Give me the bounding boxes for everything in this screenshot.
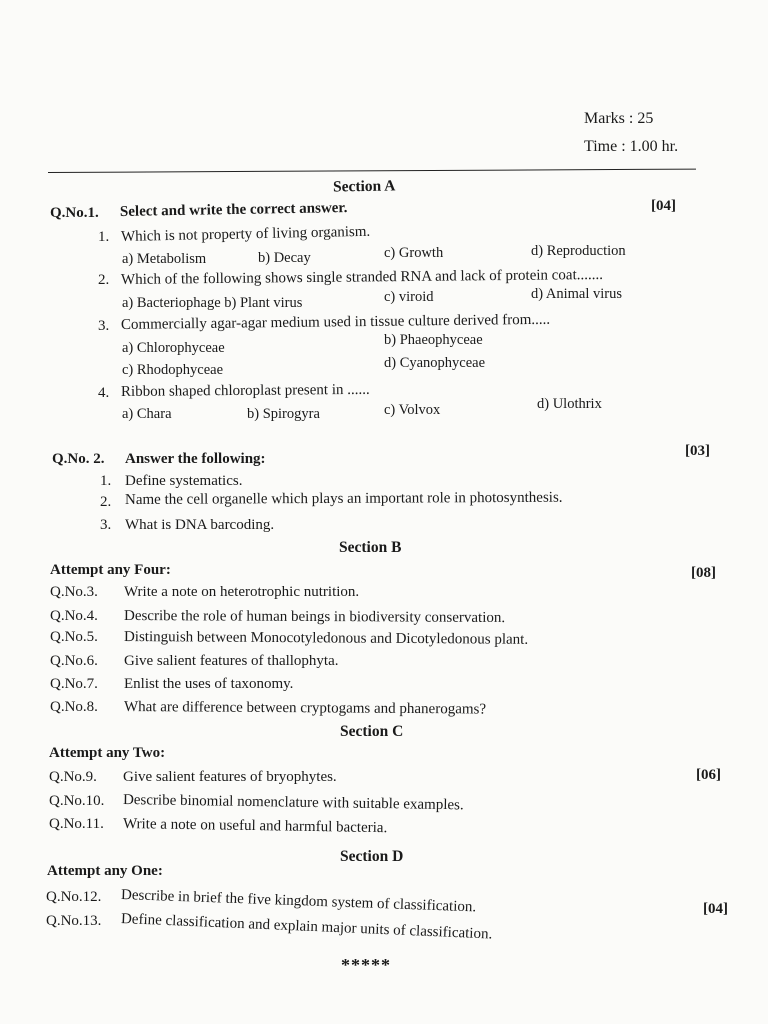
time-allowed: Time : 1.00 hr.: [584, 138, 679, 155]
question-text: Distinguish between Monocotyledonous and Dicotyledonous plant.: [123, 629, 529, 648]
option: a) Metabolism: [122, 251, 207, 267]
question-text: Give salient features of bryophytes.: [123, 769, 337, 785]
q1-item-number: 4.: [98, 385, 110, 401]
q1-item-text: Commercially agar-agar medium used in tissue culture derived from.....: [120, 311, 551, 333]
q2-label: Q.No. 2.: [52, 451, 105, 467]
question-text: Describe in brief the five kingdom system of classification.: [120, 887, 477, 916]
q1-label: Q.No.1.: [50, 205, 99, 221]
question-text: Write a note on heterotrophic nutrition.: [124, 584, 360, 600]
q2-item-number: 1.: [100, 473, 112, 489]
q1-item-number: 1.: [98, 229, 110, 245]
question-number: Q.No.3.: [50, 584, 98, 600]
q1-item-text: Which is not property of living organism.: [120, 223, 371, 245]
question-number: Q.No.12.: [46, 889, 102, 905]
question-text: Write a note on useful and harmful bacteria.: [122, 816, 388, 837]
question-text: Describe binomial nomenclature with suitable examples.: [122, 792, 464, 814]
question-number: Q.No.8.: [50, 699, 98, 715]
option: d) Ulothrix: [537, 396, 602, 412]
question-number: Q.No.7.: [50, 676, 98, 692]
section-b-marks: [08]: [691, 565, 716, 581]
option: d) Animal virus: [531, 286, 623, 302]
question-text: Define classification and explain major units of classification.: [120, 911, 493, 943]
section-d-title: Section D: [340, 848, 404, 865]
question-number: Q.No.5.: [50, 629, 98, 645]
question-number: Q.No.13.: [46, 913, 102, 929]
question-number: Q.No.9.: [49, 769, 97, 785]
q2-instruction: Answer the following:: [125, 451, 266, 467]
option: d) Reproduction: [531, 243, 626, 259]
question-text: Describe the role of human beings in biodiversity conservation.: [123, 608, 506, 626]
option: b) Spirogyra: [247, 406, 320, 422]
question-number: Q.No.10.: [49, 793, 105, 809]
option: c) Rhodophyceae: [122, 362, 224, 378]
section-d-marks: [04]: [703, 901, 728, 917]
q1-item-text: Which of the following shows single stranded RNA and lack of protein coat.......: [120, 266, 604, 288]
question-number: Q.No.6.: [50, 653, 98, 669]
section-d-instruction: Attempt any One:: [47, 863, 163, 879]
section-b-title: Section B: [339, 539, 402, 556]
question-number: Q.No.11.: [49, 816, 104, 832]
option: c) Volvox: [384, 402, 441, 418]
q2-item-text: Name the cell organelle which plays an important role in photosynthesis.: [124, 489, 563, 508]
section-a-title: Section A: [332, 177, 396, 196]
section-b-instruction: Attempt any Four:: [50, 562, 171, 578]
option: c) viroid: [384, 289, 434, 305]
q1-item-text: Ribbon shaped chloroplast present in ......: [120, 381, 370, 400]
option: d) Cyanophyceae: [384, 355, 486, 371]
section-c-instruction: Attempt any Two:: [49, 745, 166, 761]
section-c-title: Section C: [340, 723, 404, 740]
question-text: What are difference between cryptogams and phanerogams?: [123, 699, 487, 718]
question-number: Q.No.4.: [50, 608, 98, 624]
option: c) Growth: [384, 245, 444, 261]
q2-item-number: 2.: [100, 494, 112, 510]
q2-item-number: 3.: [100, 517, 112, 533]
q1-instruction: Select and write the correct answer.: [119, 200, 348, 220]
q1-item-number: 2.: [98, 272, 110, 288]
option: b) Phaeophyceae: [384, 332, 483, 348]
option: a) Bacteriophage b) Plant virus: [122, 295, 303, 311]
header-divider: [48, 169, 696, 173]
q1-item-number: 3.: [98, 318, 110, 334]
q1-marks: [04]: [651, 198, 676, 214]
end-of-paper-mark: *****: [341, 955, 391, 975]
q2-item-text: Define systematics.: [125, 473, 243, 489]
question-text: Enlist the uses of taxonomy.: [124, 676, 294, 692]
marks-total: Marks : 25: [584, 110, 654, 127]
option: b) Decay: [258, 250, 311, 266]
question-text: Give salient features of thallophyta.: [124, 653, 339, 669]
section-c-marks: [06]: [696, 767, 721, 783]
q2-marks: [03]: [685, 443, 710, 459]
option: a) Chlorophyceae: [122, 340, 225, 356]
q2-item-text: What is DNA barcoding.: [125, 517, 275, 533]
option: a) Chara: [122, 406, 172, 422]
